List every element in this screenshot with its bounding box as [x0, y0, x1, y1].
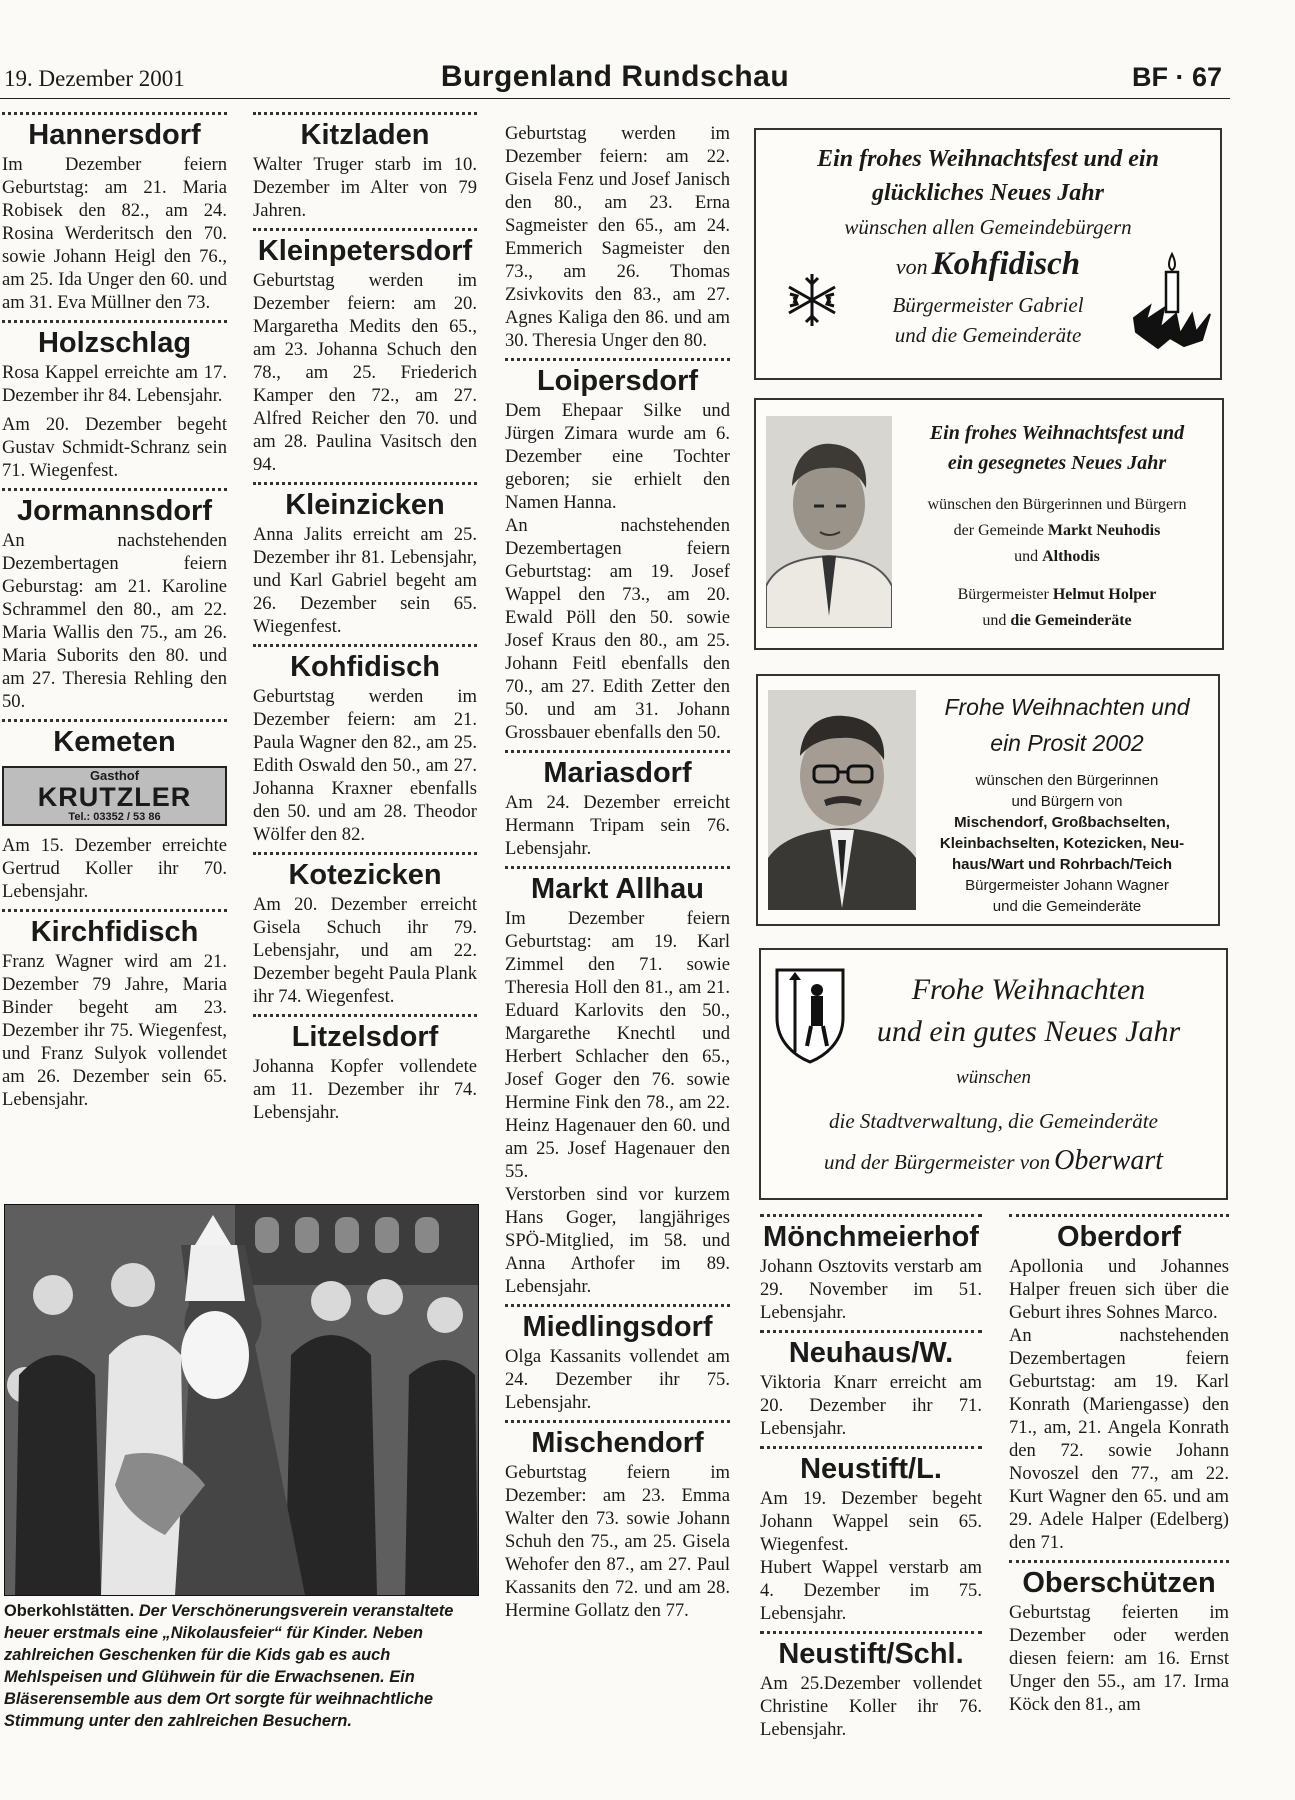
ad-neuhodis-line1: Ein frohes Weihnachtsfest und [929, 422, 1185, 444]
section-text: Am 24. Dezember erreicht Hermann Tripam sein 76. Lebensjahr. [505, 792, 730, 859]
section-kotezicken [253, 852, 477, 1008]
page-header [0, 58, 1230, 99]
section-text: Geburtstag feierten im Dezember oder werden diesen feiern: am 16. Ernst Unger den 55., am 17. Irma Köck den 81., am [1009, 1602, 1229, 1715]
ad-neuhodis-line7 [896, 608, 1218, 633]
section-text-2: Hubert Wappel verstarb am 4. Dezember im 75. Lebensjahr. [760, 1557, 982, 1624]
krutzler-phone: Tel.: 03352 / 53 86 [68, 811, 161, 823]
ad-mischendorf-line9: und die Gemeinderäte [992, 898, 1142, 915]
ad-neuhodis-holper: Helmut Holper [1052, 586, 1157, 603]
section-text: Dem Ehepaar Silke und Jürgen Zimara wurde am 6. Dezember eine Tochter geboren; sie erhielt den Namen Hanna. [505, 400, 730, 513]
ad-oberwart-name: Oberwart [1054, 1145, 1163, 1176]
section-text: Geburtstag werden im Dezember feiern: am 21. Paula Wagner den 82., am 25. Edith Oswald den 50., am 27. Johanna Kraxner ebenfalls den 50. und am 28. Theodor Wölfer den 82. [253, 686, 477, 845]
section-holzschlag [2, 320, 227, 482]
column-1 [2, 112, 227, 1117]
snowflake-icon [782, 270, 842, 330]
section-title: Kitzladen [300, 119, 430, 151]
ad-neuhodis-althodis: Althodis [1042, 548, 1100, 565]
photo-nikolausfeier [4, 1204, 479, 1596]
section-kirchfidisch [2, 909, 227, 1111]
ad-mischendorf [756, 674, 1220, 926]
section-neuhaus [760, 1330, 982, 1440]
section-moenchmeierhof [760, 1214, 982, 1324]
column-3 [505, 122, 730, 1628]
ad-kohfidisch-line5: Bürgermeister Gabriel [892, 293, 1084, 317]
section-title: Mariasdorf [543, 757, 692, 789]
section-title: Oberschützen [1022, 1567, 1216, 1599]
ad-neuhodis-line3: wünschen den Bürgerinnen und Bürgern [927, 496, 1187, 513]
krutzler-gasthof: Gasthof [89, 768, 140, 783]
ad-oberwart-line3: wünschen [956, 1067, 1031, 1088]
section-title: Kirchfidisch [30, 916, 199, 948]
section-title: Markt Allhau [531, 873, 704, 905]
section-title: Mischendorf [531, 1427, 704, 1459]
section-title: Neustift/Schl. [778, 1638, 964, 1670]
ad-mischendorf-line7: haus/Wart und Rohrbach/Teich [951, 856, 1172, 873]
section-title: Loipersdorf [536, 365, 699, 397]
section-title: Mönchmeierhof [763, 1221, 979, 1253]
ad-mischendorf-line8: Bürgermeister Johann Wagner [965, 877, 1169, 894]
krutzler-name: KRUTZLER [37, 782, 192, 812]
section-text-2: Am 20. Dezember begeht Gustav Schmidt-Schranz sein 71. Wiegenfest. [2, 414, 227, 481]
ad-mischendorf-line2: ein Prosit 2002 [990, 730, 1144, 756]
nikolaus-photo [5, 1205, 478, 1595]
section-title: Jormannsdorf [17, 495, 212, 527]
photo-caption [4, 1600, 477, 1732]
column-4 [760, 1214, 982, 1747]
ad-mischendorf-line6: Kleinbachselten, Kotezicken, Neu- [939, 835, 1185, 852]
section-text: An nachstehenden Dezembertagen feiern Geburstag: am 21. Karoline Schrammel den 80., am 22. Maria Wallis den 75., am 26. Maria Suborits den 80. und am 27. Theresia Rehling den 50. [2, 530, 227, 712]
section-kitzladen [253, 112, 477, 222]
ad-neuhodis-gemeinde: der Gemeinde [953, 522, 1044, 539]
section-neustift-schl [760, 1631, 982, 1741]
krutzler-ad [2, 766, 227, 826]
section-text: Franz Wagner wird am 21. Dezember 79 Jahre, Maria Binder begeht am 23. Dezember ihr 75. Wiegenfest, und Franz Sulyok vollendet am 26. Dezember sein 65. Lebensjahr. [2, 951, 227, 1110]
section-text: Geburtstag feiern im Dezember: am 23. Emma Walter den 73. sowie Johann Schuh den 75., am 25. Gisela Wehofer den 87., am 27. Paul Kassanits den 72. und am 28. Hermine Gollatz den 77. [505, 1462, 730, 1621]
ad-oberwart-line1: Frohe Weihnachten [911, 973, 1146, 1006]
header-date: 19. Dezember 2001 [4, 66, 185, 91]
section-title: Neustift/L. [800, 1453, 942, 1485]
section-text: Rosa Kappel erreichte am 17. Dezember ihr 84. Lebensjahr. [2, 362, 227, 406]
caption-place: Oberkohlstätten. [4, 1602, 135, 1620]
ad-neuhodis-markt: Markt Neuhodis [1047, 522, 1161, 539]
ad-kohfidisch-line6: und die Gemeinderäte [894, 323, 1082, 347]
ad-kohfidisch-line1: Ein frohes Weihnachtsfest und ein [817, 146, 1159, 172]
ad-neuhodis-bm: Bürgermeister [957, 586, 1049, 603]
section-continued [505, 122, 730, 352]
section-text: Anna Jalits erreicht am 25. Dezember ihr 81. Lebensjahr, und Karl Gabriel begeht am 26. Dezember sein 65. Wiegenfest. [253, 524, 477, 637]
section-title: Holzschlag [37, 327, 192, 359]
ad-oberwart-line4: die Stadtverwaltung, die Gemeinderäte [829, 1109, 1158, 1133]
ad-kohfidisch [754, 128, 1222, 380]
ad-neuhodis-line2: ein gesegnetes Neues Jahr [947, 452, 1167, 474]
ad-kohfidisch-line2: glückliches Neues Jahr [871, 180, 1104, 206]
section-kohfidisch [253, 644, 477, 846]
ad-neuhodis-line5 [896, 544, 1218, 569]
ad-mischendorf-line4: und Bürgern von [1011, 793, 1123, 810]
section-neustift-l [760, 1446, 982, 1625]
ad-neuhodis-und2: und [982, 612, 1007, 629]
portrait-photo-wagner [768, 690, 916, 910]
section-text: Viktoria Knarr erreicht am 20. Dezember ihr 71. Lebensjahr. [760, 1372, 982, 1439]
ad-neuhodis-und: und [1014, 548, 1039, 565]
section-kleinzicken [253, 482, 477, 638]
ad-mischendorf-line3: wünschen den Bürgerinnen [975, 772, 1159, 789]
ad-kohfidisch-name: Kohfidisch [931, 246, 1081, 282]
section-title: Miedlingsdorf [522, 1311, 713, 1343]
section-text: Im Dezember feiern Geburtstag: am 21. Maria Robisek den 82., am 24. Rosina Werderitsch den 70. sowie Johann Heigl den 76., am 25. Ida Unger den 60. und am 31. Eva Müllner den 73. [2, 154, 227, 313]
section-title: Kleinpetersdorf [257, 235, 473, 267]
section-title: Kotezicken [288, 859, 442, 891]
section-text: Am 20. Dezember erreicht Gisela Schuch ihr 79. Lebensjahr, und am 22. Dezember begeht Paula Plank ihr 74. Wiegenfest. [253, 894, 477, 1007]
section-title: Hannersdorf [28, 119, 201, 151]
section-text: Walter Truger starb im 10. Dezember im Alter von 79 Jahren. [253, 154, 477, 221]
ad-oberwart [759, 948, 1228, 1200]
section-text: Johanna Kopfer vollendete am 11. Dezember ihr 74. Lebensjahr. [253, 1056, 477, 1123]
ad-kohfidisch-von: von [895, 254, 928, 279]
ad-oberwart-line5 [771, 1144, 1216, 1182]
section-jormannsdorf [2, 488, 227, 713]
section-oberdorf [1009, 1214, 1229, 1554]
coat-of-arms-icon [773, 964, 847, 1064]
ad-neuhodis-gemeinderaete: die Gemeinderäte [1010, 612, 1132, 629]
section-text: Am 15. Dezember erreichte Gertrud Koller ihr 70. Lebensjahr. [2, 835, 227, 902]
newspaper-title: Burgenland Rundschau [440, 60, 790, 93]
candle-wreath-icon [1130, 248, 1214, 352]
section-text-2: An nachstehenden Dezembertagen feiern Geburtstag: am 19. Josef Wappel den 73., am 20. Ewald Pöll den 50. sowie Josef Kraus den 80., am 25. Johann Feitl ebenfalls den 70., am 27. Edith Zetter den 50. und am 31. Johann Grossbauer ebenfalls den 50. [505, 515, 730, 743]
ad-mischendorf-line5: Mischendorf, Großbachselten, [954, 814, 1170, 831]
section-loipersdorf [505, 358, 730, 744]
section-title: Oberdorf [1056, 1221, 1182, 1253]
ad-markt-neuhodis [754, 398, 1224, 650]
section-text: Am 25.Dezember vollendet Christine Koller ihr 76. Lebensjahr. [760, 1673, 982, 1740]
ad-kohfidisch-line3: wünschen allen Gemeindebürgern [844, 215, 1132, 239]
section-hannersdorf [2, 112, 227, 314]
column-5 [1009, 1214, 1229, 1722]
section-kemeten [2, 719, 227, 903]
ad-neuhodis-line4 [896, 518, 1218, 543]
section-text: Geburtstag werden im Dezember feiern: am 20. Margaretha Medits den 65., am 23. Johanna Schuch den 78., am 25. Friederich Kamper den 72., am 27. Alfred Reicher den 70. und am 28. Paulina Vasitsch den 94. [253, 270, 477, 475]
column-2 [253, 112, 477, 1130]
ad-oberwart-buergermeister: und der Bürgermeister von [823, 1150, 1051, 1174]
section-text: Am 19. Dezember begeht Johann Wappel sein 65. Wiegenfest. [760, 1488, 982, 1555]
section-title: Kemeten [53, 726, 176, 758]
section-markt-allhau [505, 866, 730, 1298]
section-text: Johann Osztovits verstarb am 29. November im 51. Lebensjahr. [760, 1256, 982, 1323]
section-kleinpetersdorf [253, 228, 477, 476]
section-text: Geburtstag werden im Dezember feiern: am 22. Gisela Fenz und Josef Janisch den 80., am 23. Erna Sagmeister den 65., am 24. Emmerich Sagmeister den 73., am 26. Thomas Zsivkovits den 83., am 27. Agnes Kaliga den 86. und am 30. Theresia Unger den 80. [505, 123, 730, 351]
ad-mischendorf-line1: Frohe Weihnachten und [944, 694, 1190, 720]
section-title: Kleinzicken [285, 489, 445, 521]
section-mischendorf [505, 1420, 730, 1622]
section-text: Apollonia und Johannes Halper freuen sich über die Geburt ihres Sohnes Marco. [1009, 1256, 1229, 1323]
section-litzelsdorf [253, 1014, 477, 1124]
portrait-photo-holper [766, 416, 892, 628]
section-mariasdorf [505, 750, 730, 860]
section-text-2: An nachstehenden Dezembertagen feiern Geburtstag: am 19. Karl Konrath (Mariengasse) den 71., am, 21. Angela Konrath den 72. sowie Johann Novoszel den 77., am 22. Kurt Wagner den 65. und am 29. Adele Halper (Edelberg) den 71. [1009, 1325, 1229, 1553]
section-oberschuetzen [1009, 1560, 1229, 1716]
section-title: Neuhaus/W. [788, 1337, 954, 1369]
ad-neuhodis-line6 [896, 582, 1218, 607]
section-text: Olga Kassanits vollendet am 24. Dezember ihr 75. Lebensjahr. [505, 1346, 730, 1413]
section-title: Kohfidisch [290, 651, 440, 683]
ad-oberwart-line2: und ein gutes Neues Jahr [876, 1015, 1181, 1048]
caption-text: Der Verschönerungsverein veranstaltete heuer erstmals eine „Nikolausfeier“ für Kinder. Neben zahlreichen Geschenken für die Kids gab es auch Mehlspeisen und Glühwein für die Erwachsenen. Ein Bläserensemble aus dem Ort sorgte für weihnachtliche Stimmung unter den zahlreichen Besuchern. [4, 1602, 454, 1730]
section-miedlingsdorf [505, 1304, 730, 1414]
page-number: BF · 67 [1131, 62, 1222, 92]
section-text-2: Verstorben sind vor kurzem Hans Goger, langjähriges SPÖ-Mitglied, im 58. und Anna Arthofer im 89. Lebensjahr. [505, 1184, 730, 1297]
section-title: Litzelsdorf [291, 1021, 439, 1053]
section-text: Im Dezember feiern Geburtstag: am 19. Karl Zimmel den 71. sowie Theresia Holl den 81., am 21. Eduard Karlovits den 50., Margarethe Knechtl und Herbert Schlacher den 65., Josef Goger den 76. sowie Hermine Fink den 78., am 22. Heinz Hagenauer den 60. und am 25. Josef Hagenauer den 55. [505, 908, 730, 1182]
